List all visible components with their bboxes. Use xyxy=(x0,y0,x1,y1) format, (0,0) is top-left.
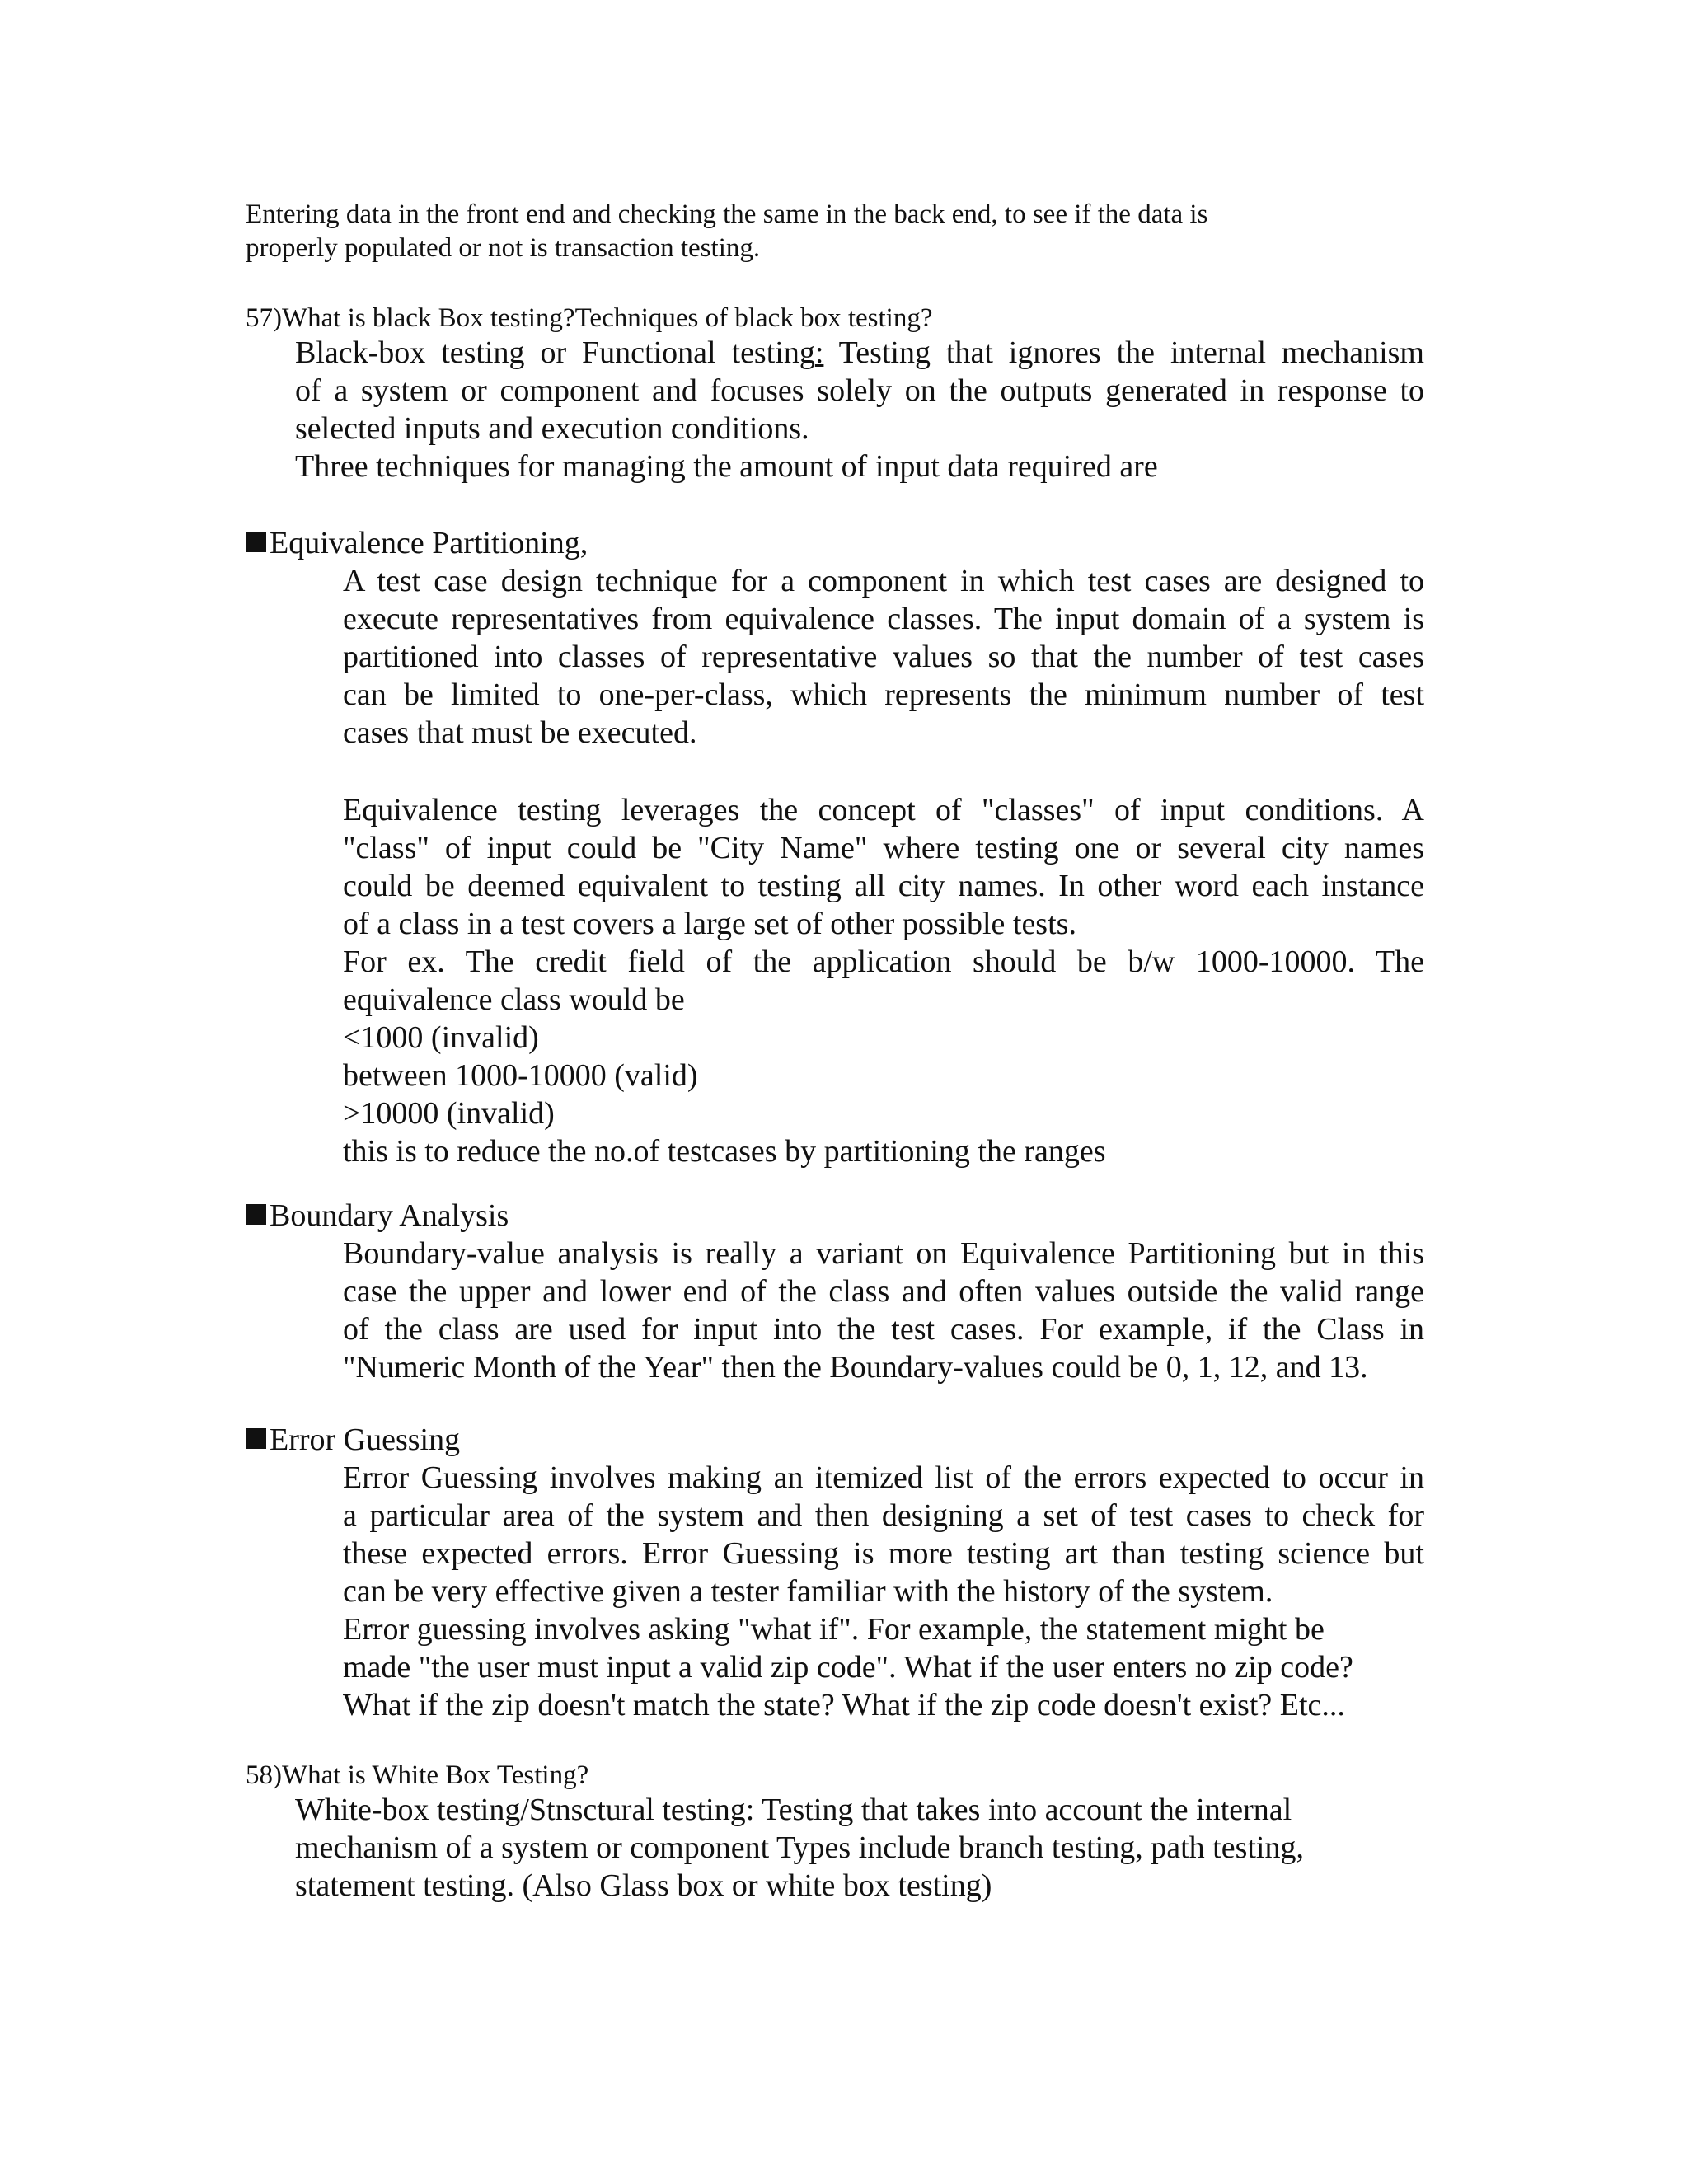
paragraph-line: a particular area of the system and then designing a set of test cases to check for xyxy=(343,1498,1424,1533)
paragraph-line: made "the user must input a valid zip code". What if the user enters no zip code? xyxy=(343,1650,1353,1685)
square-bullet-icon xyxy=(246,1204,266,1225)
paragraph-line: >10000 (invalid) xyxy=(343,1096,555,1131)
boundary-heading xyxy=(246,1197,509,1235)
paragraph-line: <1000 (invalid) xyxy=(343,1020,539,1055)
definition-line: selected inputs and execution conditions. xyxy=(295,411,809,446)
intro-line: Entering data in the front end and checking the same in the back end, to see if the data is xyxy=(246,199,1208,229)
black-box-definition xyxy=(295,334,1424,485)
paragraph-line: of the class are used for input into the test cases. For example, if the Class in xyxy=(343,1312,1424,1347)
paragraph-line: this is to reduce the no.of testcases by partitioning the ranges xyxy=(343,1134,1106,1169)
question-57: 57)What is black Box testing?Techniques of black box testing? xyxy=(246,303,933,333)
question-58: 58)What is White Box Testing? xyxy=(246,1760,589,1790)
square-bullet-icon xyxy=(246,532,266,552)
paragraph-line: could be deemed equivalent to testing all city names. In other word each instance xyxy=(343,869,1424,903)
error-guessing-heading-text: Error Guessing xyxy=(270,1422,461,1457)
paragraph-line: case the upper and lower end of the class and often values outside the valid range xyxy=(343,1274,1424,1309)
paragraph-line: Equivalence testing leverages the concept of "classes" of input conditions. A xyxy=(343,793,1424,827)
paragraph-line: What if the zip doesn't match the state? What if the zip code doesn't exist? Etc... xyxy=(343,1688,1345,1722)
square-bullet-icon xyxy=(246,1428,266,1449)
paragraph-line: can be limited to one-per-class, which represents the minimum number of test xyxy=(343,677,1424,712)
paragraph-line: Error Guessing involves making an itemized list of the errors expected to occur in xyxy=(343,1460,1424,1495)
paragraph-line: For ex. The credit field of the application should be b/w 1000-10000. The xyxy=(343,944,1424,979)
equivalence-heading xyxy=(246,524,588,562)
paragraph-line: cases that must be executed. xyxy=(343,715,697,750)
boundary-heading-text: Boundary Analysis xyxy=(270,1198,509,1233)
paragraph-line: "class" of input could be "City Name" where testing one or several city names xyxy=(343,831,1424,865)
paragraph-line: equivalence class would be xyxy=(343,982,685,1017)
paragraph-line: these expected errors. Error Guessing is more testing art than testing science but xyxy=(343,1536,1424,1571)
definition-line xyxy=(295,334,1424,372)
paragraph-line: partitioned into classes of representative values so that the number of test cases xyxy=(343,640,1424,674)
equivalence-heading-text: Equivalence Partitioning, xyxy=(270,526,588,560)
white-box-definition xyxy=(295,1791,1304,1905)
paragraph-line: between 1000-10000 (valid) xyxy=(343,1058,698,1093)
intro-paragraph xyxy=(246,198,1207,265)
paragraph-line: Error guessing involves asking "what if". For example, the statement might be xyxy=(343,1612,1325,1647)
error-guessing-paragraph xyxy=(343,1459,1424,1724)
paragraph-line: can be very effective given a tester familiar with the history of the system. xyxy=(343,1574,1273,1609)
equivalence-paragraph-2 xyxy=(343,791,1424,1170)
paragraph-line: "Numeric Month of the Year" then the Boundary-values could be 0, 1, 12, and 13. xyxy=(343,1350,1368,1385)
definition-term: Black-box testing or Functional testing xyxy=(295,335,815,370)
definition-line: statement testing. (Also Glass box or white box testing) xyxy=(295,1868,992,1903)
definition-line: of a system or component and focuses solely on the outputs generated in response to xyxy=(295,373,1424,408)
boundary-paragraph xyxy=(343,1235,1424,1386)
paragraph-line: of a class in a test covers a large set of other possible tests. xyxy=(343,907,1076,941)
paragraph-line: A test case design technique for a component in which test cases are designed to xyxy=(343,564,1424,598)
intro-line: properly populated or not is transaction testing. xyxy=(246,233,761,263)
definition-line: Three techniques for managing the amount of input data required are xyxy=(295,449,1158,484)
paragraph-line: Boundary-value analysis is really a variant on Equivalence Partitioning but in this xyxy=(343,1236,1424,1271)
paragraph-line: execute representatives from equivalence classes. The input domain of a system is xyxy=(343,602,1424,636)
definition-line: mechanism of a system or component Types include branch testing, path testing, xyxy=(295,1830,1304,1865)
error-guessing-heading xyxy=(246,1421,460,1459)
definition-line: White-box testing/Stnsctural testing: Testing that takes into account the internal xyxy=(295,1793,1292,1827)
definition-colon: : xyxy=(814,335,824,370)
equivalence-paragraph-1 xyxy=(343,562,1424,752)
definition-text: Testing that ignores the internal mechanism xyxy=(823,335,1424,370)
